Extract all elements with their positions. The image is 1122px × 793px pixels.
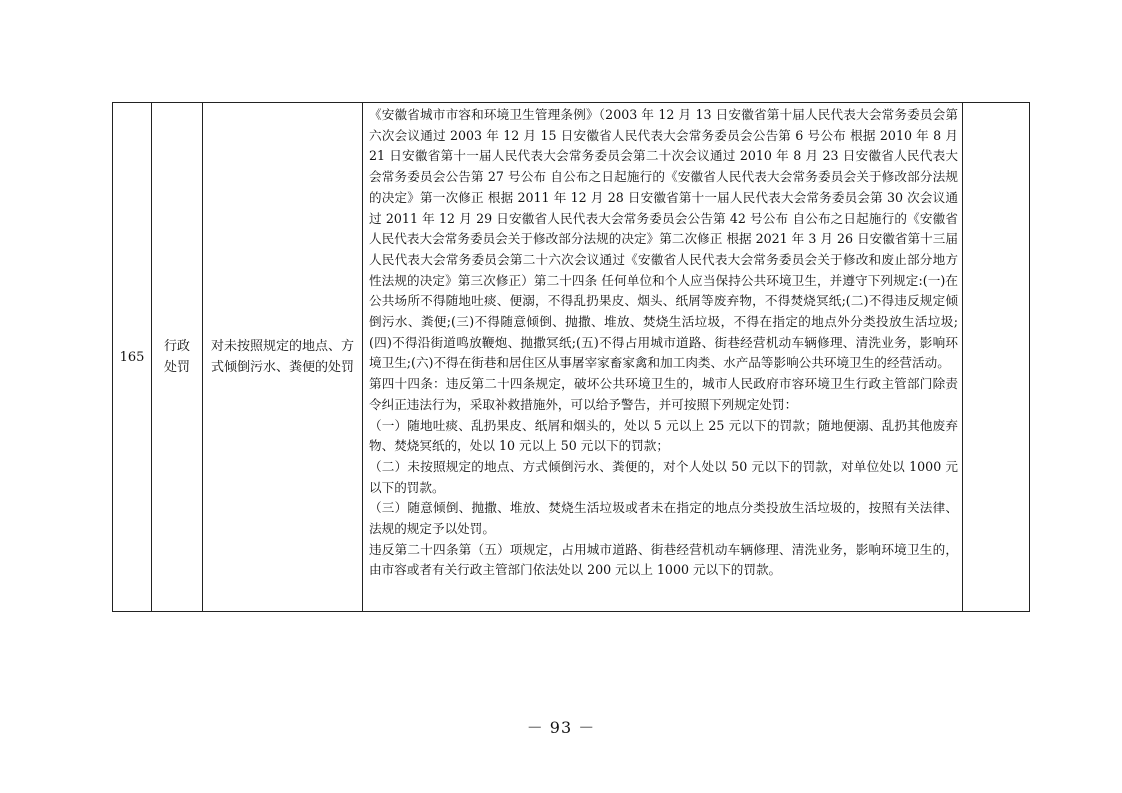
basis-paragraph: （一）随地吐痰、乱扔果皮、纸屑和烟头的，处以 5 元以上 25 元以下的罚款；随地便溺、乱扔其他废弃物、焚烧冥纸的，处以 10 元以上 50 元以下的罚款；	[369, 417, 958, 454]
basis-paragraph: 第四十四条：违反第二十四条规定，破坏公共环境卫生的，城市人民政府市容环境卫生行政主管部门除责令纠正违法行为，采取补救措施外，可以给予警告，并可按照下列规定处罚：	[369, 376, 958, 412]
table-row	[113, 103, 1030, 612]
basis-paragraph: 《安徽省城市市容和环境卫生管理条例》（2003 年 12 月 13 日安徽省第十届人民代表大会常务委员会第六次会议通过 2003 年 12 月 15 日安徽省人民代表大会常务委员会公告第 6 号公布 根据 2010 年 8 月 21 日安徽省第十一届人民代表大会常务委员会第二十次会议通过 2010 年 8 月 23 日安徽省人民代表大会常务委员会公告第 27 号公布 自公布之日起施行的《安徽省人民代表大会常务委员会关于修改部分法规的决定》第一次修正 根据 2011 年 12 月 28 日安徽省第十一届人民代表大会常务委员会第 30 次会议通过 2011 年 12 月 29 日安徽省人民代表大会常务委员会公告第 42 号公布 自公布之日起施行的《安徽省人民代表大会常务委员会关于修改部分法规的决定》第二次修正 根据 2021 年 3 月 26 日安徽省第十三届人民代表大会常务委员会第二十六次会议通过《安徽省人民代表大会常务委员会关于修改和废止部分地方性法规的决定》第三次修正）第二十四条 任何单位和个人应当保持公共环境卫生，并遵守下列规定:(一)在公共场所不得随地吐痰、便溺，不得乱扔果皮、烟头、纸屑等废弃物，不得焚烧冥纸;(二)不得违反规定倾倒污水、粪便;(三)不得随意倾倒、抛撒、堆放、焚烧生活垃圾，不得在指定的地点外分类投放生活垃圾;(四)不得沿街道鸣放鞭炮、抛撒冥纸;(五)不得占用城市道路、街巷经营机动车辆修理、清洗业务，影响环境卫生;(六)不得在街巷和居住区从事屠宰家畜家禽和加工肉类、水产品等影响公共环境卫生的经营活动。	[369, 107, 958, 371]
item-type-line: 处罚	[163, 360, 190, 375]
basis-paragraph: （二）未按照规定的地点、方式倾倒污水、粪便的，对个人处以 50 元以下的罚款，对单位处以 1000 元以下的罚款。	[369, 458, 958, 495]
legal-basis-table	[112, 102, 1030, 612]
row-number: 165	[113, 103, 152, 612]
remark-cell	[963, 103, 1030, 612]
basis-paragraph: 违反第二十四条第（五）项规定，占用城市道路、街巷经营机动车辆修理、清洗业务，影响环境卫生的，由市容或者有关行政主管部门依法处以 200 元以上 1000 元以下的罚款。	[369, 541, 958, 578]
item-type-cell	[152, 103, 203, 612]
legal-basis-cell	[363, 103, 963, 612]
page-number: － 93 －	[526, 718, 596, 737]
basis-paragraph: （三）随意倾倒、抛撒、堆放、焚烧生活垃圾或者未在指定的地点分类投放生活垃圾的，按照有关法律、法规的规定予以处罚。	[369, 500, 958, 537]
item-name-cell: 对未按照规定的地点、方式倾倒污水、粪便的处罚	[203, 103, 363, 612]
item-type-line: 行政	[163, 339, 190, 354]
